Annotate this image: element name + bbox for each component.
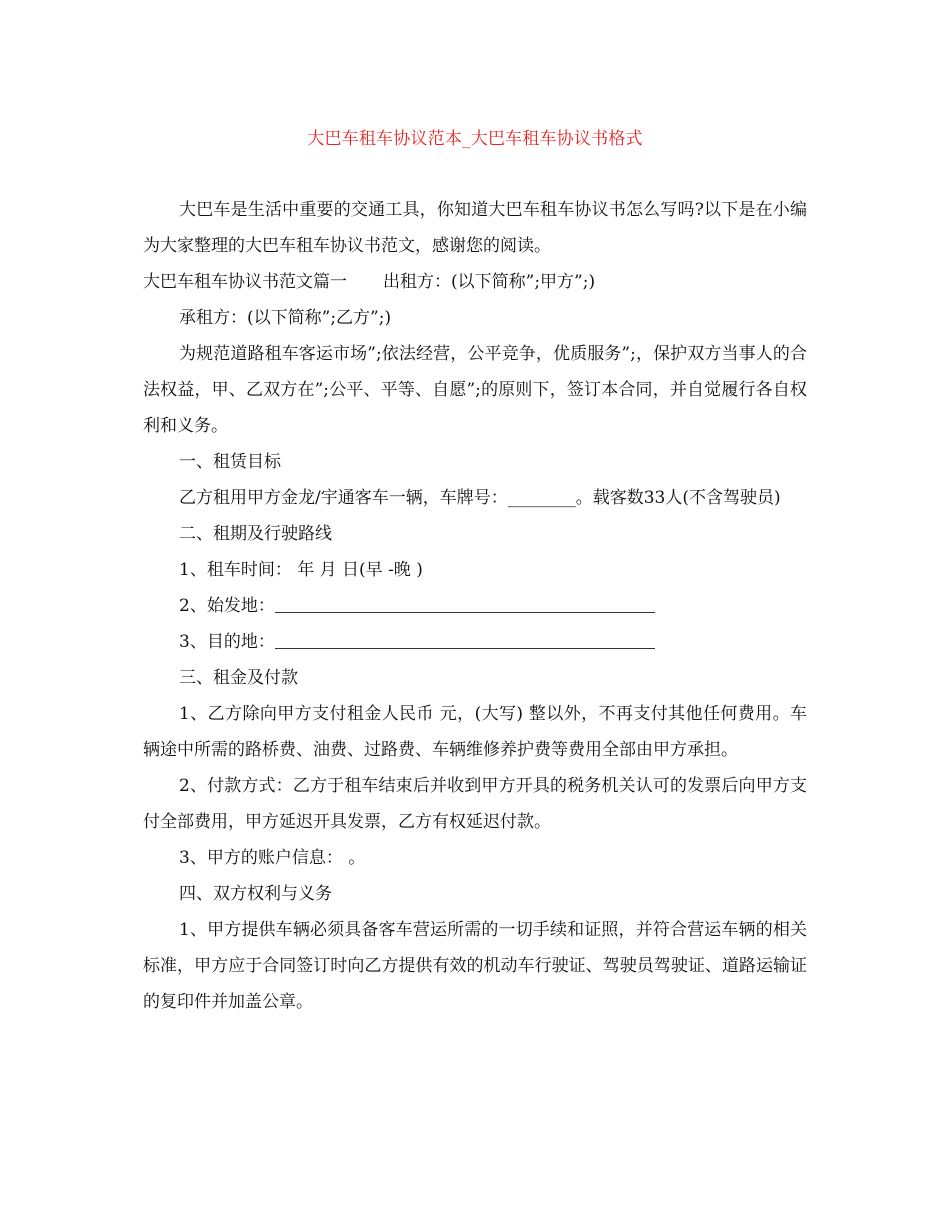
section-1-paragraph-1: 乙方租用甲方金龙/宇通客车一辆，车牌号：________。载客数33人(不含驾驶员) bbox=[179, 488, 781, 508]
section-3-paragraph-2: 2、付款方式：乙方于租车结束后并收到甲方开具的税务机关认可的发票后向甲方支付全部费用，甲方延迟开具发票，乙方有权延迟付款。 bbox=[143, 776, 807, 832]
departure-line bbox=[143, 588, 807, 624]
document-title: 大巴车租车协议范本_大巴车租车协议书格式 bbox=[307, 129, 643, 149]
document-body bbox=[143, 192, 807, 1020]
section-3-paragraph-3: 3、甲方的账户信息： 。 bbox=[179, 848, 366, 868]
intro-paragraph: 大巴车是生活中重要的交通工具，你知道大巴车租车协议书怎么写吗?以下是在小编为大家整理的大巴车租车协议书范文，感谢您的阅读。 bbox=[143, 200, 807, 256]
section-3-paragraph-1: 1、乙方除向甲方支付租金人民币 元，(大写) 整以外，不再支付其他任何费用。车辆途中所需的路桥费、油费、过路费、车辆维修养护费等费用全部由甲方承担。 bbox=[143, 704, 807, 760]
lessee-line: 承租方：(以下简称”;乙方”;) bbox=[179, 308, 392, 328]
section-3-title: 三、租金及付款 bbox=[179, 668, 298, 688]
section-4-title: 四、双方权利与义务 bbox=[179, 884, 332, 904]
destination-line bbox=[143, 624, 807, 660]
section-2-title: 二、租期及行驶路线 bbox=[179, 524, 332, 544]
purpose-paragraph: 为规范道路租车客运市场”;依法经营，公平竞争，优质服务”;，保护双方当事人的合法权益，甲、乙双方在”;公平、平等、自愿”;的原则下，签订本合同，并自觉履行各自权利和义务。 bbox=[143, 344, 807, 436]
rental-time-line: 1、租车时间： 年 月 日(早 -晚 ) bbox=[179, 560, 423, 580]
departure-blank bbox=[275, 596, 655, 613]
destination-label: 3、目的地： bbox=[179, 632, 275, 652]
departure-label: 2、始发地： bbox=[179, 596, 275, 616]
sample-heading: 大巴车租车协议书范文篇一 bbox=[143, 272, 347, 292]
section-4-paragraph-1: 1、甲方提供车辆必须具备客车营运所需的一切手续和证照，并符合营运车辆的相关标准，甲方应于合同签订时向乙方提供有效的机动车行驶证、驾驶员驾驶证、道路运输证的复印件并加盖公章。 bbox=[143, 920, 807, 1012]
destination-blank bbox=[275, 632, 655, 649]
sample-heading-line bbox=[143, 264, 807, 300]
lessor-line: 出租方：(以下简称”;甲方”;) bbox=[383, 272, 596, 292]
section-1-title: 一、租赁目标 bbox=[179, 452, 281, 472]
